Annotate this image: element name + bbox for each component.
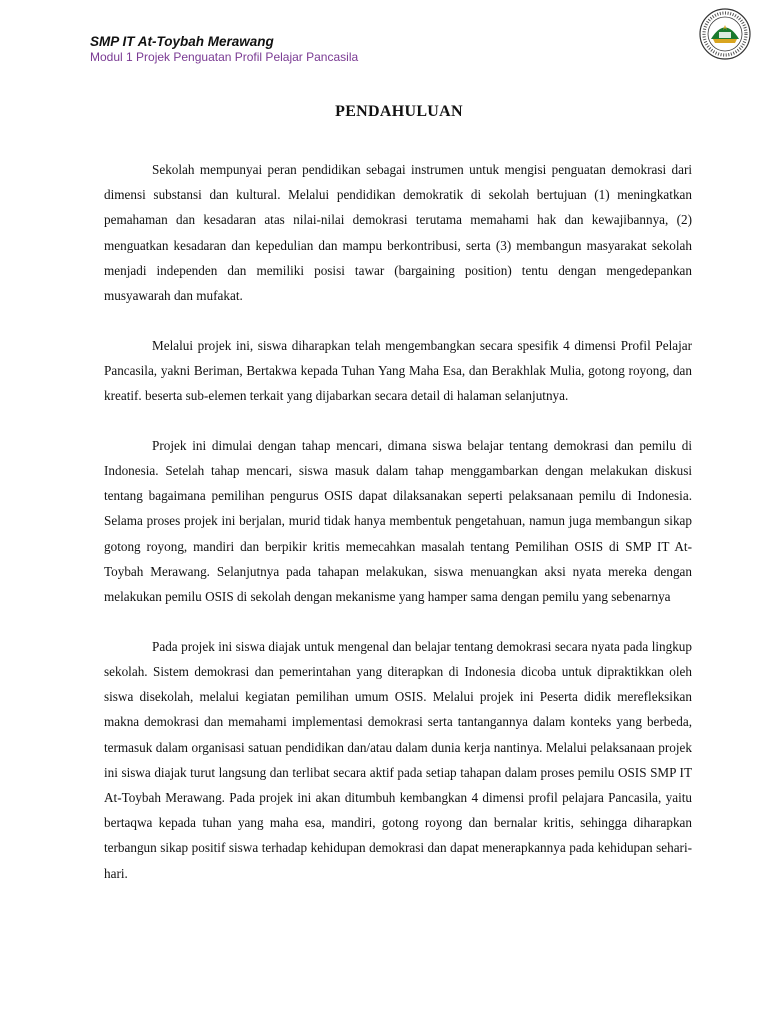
- document-body: [104, 157, 692, 910]
- paragraph-2: Melalui projek ini, siswa diharapkan telah mengembangkan secara spesifik 4 dimensi Profil Pelajar Pancasila, yakni Beriman, Bertakwa kepada Tuhan Yang Maha Esa, dan Berakhlak Mulia, gotong royong, dan kreatif. beserta sub-elemen terkait yang dijabarkan secara detail di halaman selanjutnya.: [104, 337, 692, 404]
- page-title: PENDAHULUAN: [335, 103, 463, 120]
- school-emblem-icon: [699, 8, 751, 60]
- paragraph-1: Sekolah mempunyai peran pendidikan sebagai instrumen untuk mengisi penguatan demokrasi dari dimensi substansi dan kultural. Melalui pendidikan demokratik di sekolah bertujuan (1) meningkatkan pemahaman dan kesadaran atas nilai-nilai demokrasi terutama memahami hak dan kewajibannya, (2) menguatkan kesadaran dan kepedulian dan mampu berkontribusi, serta (3) membangun masyarakat sekolah menjadi independen dan memiliki posisi tawar (bargaining position) tentu dengan mengedepankan musyawarah dan mufakat.: [104, 162, 692, 304]
- module-subtitle: Modul 1 Projek Penguatan Profil Pelajar Pancasila: [90, 50, 359, 64]
- paragraph-3: Projek ini dimulai dengan tahap mencari, dimana siswa belajar tentang demokrasi dan pemilu di Indonesia. Setelah tahap mencari, siswa masuk dalam tahap menggambarkan dengan melakukan diskusi tentang bagaimana pemilihan pengurus OSIS dapat dilaksanakan seperti pelaksanaan pemilu di Indonesia. Selama proses projek ini berjalan, murid tidak hanya membentuk pengetahuan, namun juga membangun sikap gotong royong, mandiri dan berpikir kritis memecahkan masalah tentang Pemilihan OSIS di SMP IT At-Toybah Merawang. Selanjutnya pada tahapan melakukan, siswa menuangkan aksi nyata mereka dengan melakukan pemilu OSIS di sekolah dengan mekanisme yang hamper sama dengan pemilu yang sebenarnya: [104, 437, 692, 605]
- school-name: SMP IT At-Toybah Merawang: [90, 34, 274, 49]
- paragraph-4: Pada projek ini siswa diajak untuk mengenal dan belajar tentang demokrasi secara nyata pada lingkup sekolah. Sistem demokrasi dan pemerintahan yang diterapkan di Indonesia dicoba untuk dipraktikkan oleh siswa disekolah, melalui kegiatan pemilihan umum OSIS. Melalui projek ini Peserta didik merefleksikan makna demokrasi dan memahami implementasi demokrasi serta tantangannya dalam konteks yang berbeda, termasuk dalam organisasi satuan pendidikan dan/atau dalam dunia kerja nantinya. Melalui pelaksanaan projek ini siswa diajak turut langsung dan terlibat secara aktif pada setiap tahapan dalam proses pemilu OSIS SMP IT At-Toybah Merawang. Pada projek ini akan ditumbuh kembangkan 4 dimensi profil pelajara Pancasila, yaitu bertaqwa kepada tuhan yang maha esa, mandiri, gotong royong dan bernalar kritis, sehingga diharapkan terbangun sikap positif siswa terhadap kehidupan demokrasi dan dapat menerapkannya pada kehidupan sehari-hari.: [104, 638, 692, 881]
- page-header: [90, 34, 358, 65]
